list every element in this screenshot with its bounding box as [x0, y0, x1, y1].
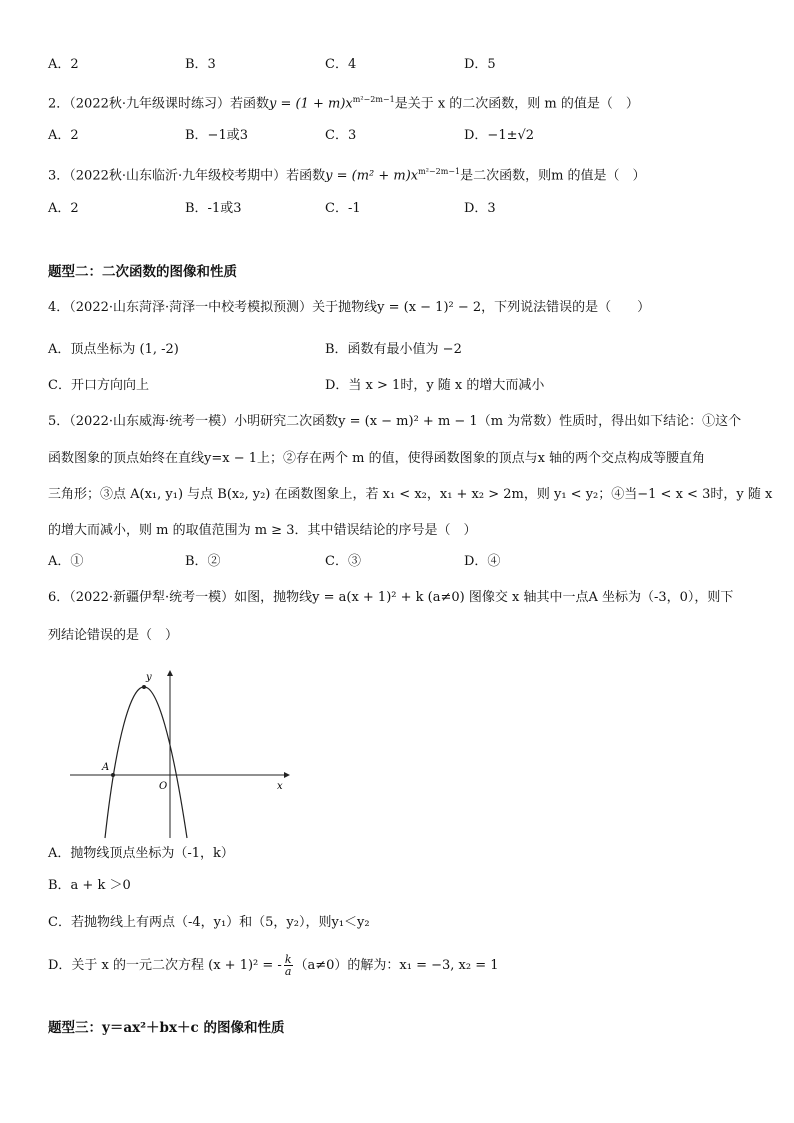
- q3-stem: [48, 162, 646, 186]
- q4-options-row2: [48, 376, 748, 396]
- q2-stem-after: 是关于 x 的二次函数，则 m 的值是（ ）: [394, 96, 639, 112]
- q2-option-c[interactable]: C．3: [325, 128, 357, 143]
- q6-option-d-fraction: [284, 954, 293, 977]
- y-axis-arrow: [167, 670, 173, 676]
- q5-line-4: 的增大而减小，则 m 的取值范围为 m ≥ 3．其中错误结论的序号是（ ）: [48, 523, 477, 538]
- parabola-curve: [105, 687, 187, 838]
- q4-option-c[interactable]: C．开口方向向上: [48, 378, 149, 393]
- section-3-title: 题型三：y＝ax²＋bx＋c 的图像和性质: [48, 1020, 285, 1036]
- q5-option-a[interactable]: A．①: [48, 554, 84, 569]
- q6-option-d-before: D．关于 x 的一元二次方程 (x + 1)² = -: [48, 958, 282, 973]
- q4-option-a[interactable]: A．顶点坐标为 (1, -2): [48, 342, 179, 357]
- q6-option-d-after: （a≠0）的解为：x₁ = −3, x₂ = 1: [294, 958, 499, 973]
- q3-stem-before: 3．（2022秋·山东临沂·九年级校考期中）若函数: [48, 168, 326, 184]
- q2-function: y = (1 + m)x: [269, 96, 353, 112]
- q2-stem: [48, 90, 639, 114]
- q3-option-b[interactable]: B．-1或3: [185, 201, 242, 216]
- q1-option-d[interactable]: D．5: [464, 57, 496, 72]
- point-a-label: A: [102, 762, 110, 773]
- q1-option-c[interactable]: C．4: [325, 57, 357, 72]
- q4-stem: 4．（2022·山东菏泽·菏泽一中校考模拟预测）关于抛物线y = (x − 1)² − 2，下列说法错误的是（ ）: [48, 300, 651, 315]
- q3-option-a[interactable]: A．2: [48, 201, 79, 216]
- q5-option-b[interactable]: B．②: [185, 554, 221, 569]
- q2-exponent: m²−2m−1: [352, 95, 395, 104]
- q3-exponent: m²−2m−1: [418, 167, 461, 176]
- x-axis-label: x: [277, 781, 283, 792]
- q1-option-b[interactable]: B．3: [185, 57, 216, 72]
- x-axis-arrow: [284, 772, 290, 778]
- q1-option-a[interactable]: A．2: [48, 57, 79, 72]
- parabola-graph: [66, 668, 290, 840]
- q5-option-c[interactable]: C．③: [325, 554, 361, 569]
- q6-option-a[interactable]: A．抛物线顶点坐标为（-1，k）: [48, 846, 234, 861]
- q4-options-row1: [48, 340, 748, 360]
- origin-label: O: [159, 781, 168, 792]
- q2-options: [48, 126, 748, 146]
- y-axis-label: y: [146, 672, 152, 683]
- q5-option-d[interactable]: D．④: [464, 554, 501, 569]
- q4-option-b[interactable]: B．函数有最小值为 −2: [325, 342, 462, 357]
- q5-line-2: 函数图象的顶点始终在直线y=x − 1上；②存在两个 m 的值，使得函数图象的顶点与x 轴的两个交点构成等腰直角: [48, 451, 706, 466]
- point-a-dot: [111, 773, 115, 777]
- q3-option-d[interactable]: D．3: [464, 201, 496, 216]
- q6-option-d[interactable]: [48, 954, 499, 977]
- fraction-numerator: k: [284, 953, 292, 966]
- q6-option-b[interactable]: B．a + k ＞0: [48, 878, 131, 893]
- q3-option-c[interactable]: C．-1: [325, 201, 361, 216]
- q4-option-d[interactable]: D．当 x > 1时，y 随 x 的增大而减小: [325, 378, 545, 393]
- q2-option-b[interactable]: B．−1或3: [185, 128, 248, 143]
- q5-options: [48, 552, 748, 572]
- fraction-denominator: a: [284, 965, 292, 978]
- q3-stem-after: 是二次函数，则m 的值是（ ）: [460, 168, 646, 184]
- q1-options: [48, 55, 748, 75]
- q5-line-3: 三角形；③点 A(x₁, y₁) 与点 B(x₂, y₂) 在函数图象上，若 x₁ < x₂，x₁ + x₂ > 2m，则 y₁ < y₂；④当−1 < x < 3时，y 随 x: [48, 487, 773, 502]
- q2-option-d[interactable]: D．−1±√2: [464, 128, 535, 143]
- q6-line-2: 列结论错误的是（ ）: [48, 628, 179, 643]
- section-2-title: 题型二：二次函数的图像和性质: [48, 264, 237, 280]
- q2-stem-before: 2．（2022秋·九年级课时练习）若函数: [48, 96, 269, 112]
- q5-line-1: 5．（2022·山东威海·统考一模）小明研究二次函数y = (x − m)² + m − 1（m 为常数）性质时，得出如下结论：①这个: [48, 414, 742, 429]
- q6-line-1: 6．（2022·新疆伊犁·统考一模）如图，抛物线y = a(x + 1)² + k (a≠0) 图像交 x 轴其中一点A 坐标为（-3，0），则下: [48, 590, 734, 605]
- q6-option-c[interactable]: C．若抛物线上有两点（-4，y₁）和（5，y₂），则y₁＜y₂: [48, 915, 370, 930]
- q3-options: [48, 199, 748, 219]
- q2-option-a[interactable]: A．2: [48, 128, 79, 143]
- q3-function: y = (m² + m)x: [325, 168, 419, 184]
- vertex-dot: [142, 685, 146, 689]
